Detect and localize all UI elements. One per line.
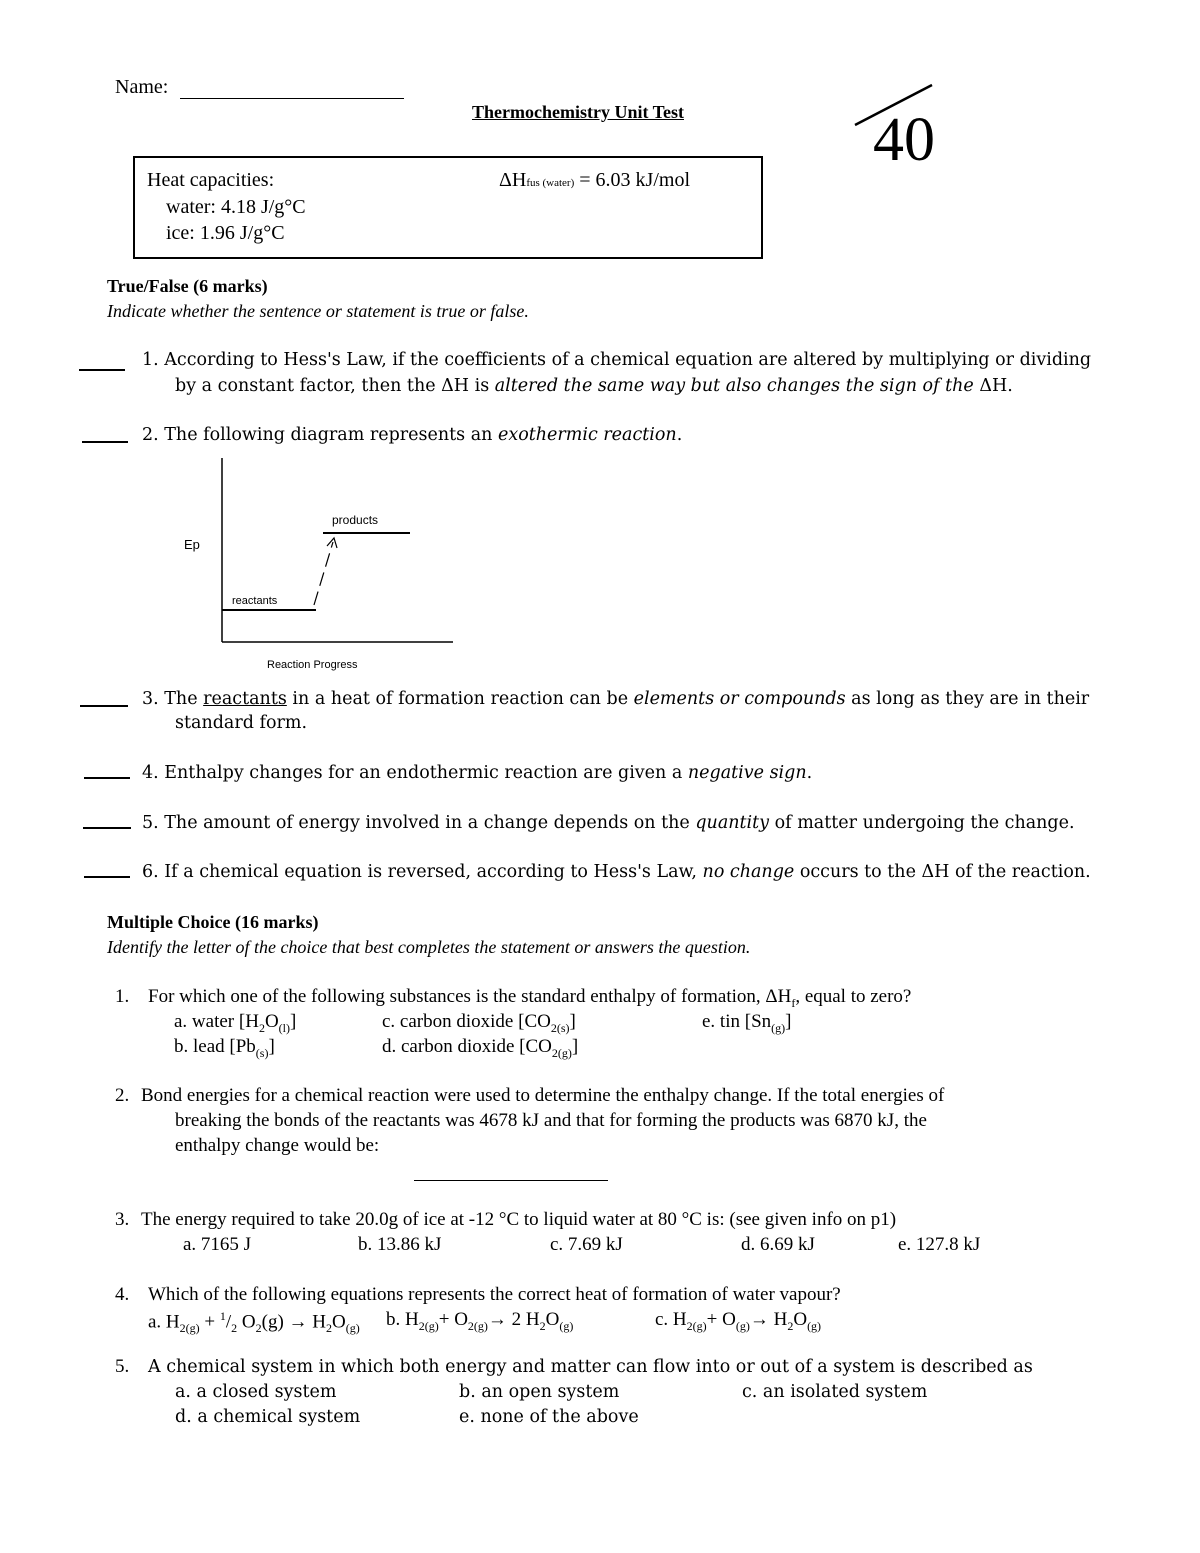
mc-q3-option-e[interactable]: e. 127.8 kJ [898,1234,981,1255]
tf-q3-line2: standard form. [175,713,308,733]
tf-q3-line1: 3. The reactants in a heat of formation reaction can be elements or compounds as long as they are in their [142,689,1090,709]
mc-q5-option-b[interactable]: b. an open system [459,1382,620,1402]
tf-q2: 2. The following diagram represents an exothermic reaction. [142,425,683,445]
mc-q1-num: 1. [115,986,130,1007]
mc-q4-num: 4. [115,1284,130,1305]
tf-heading: True/False (6 marks) [107,276,268,296]
mc-q1-option-c[interactable]: c. carbon dioxide $[CO_{2(s)}]$ [382,1011,576,1035]
mc-q1-option-e[interactable]: e. tin $[Sn_{(g)}]$ [702,1011,792,1035]
tf-answer-blank[interactable] [80,705,128,707]
mc-q3-option-a[interactable]: a. 7165 J [183,1234,252,1255]
mc-q2-line2: breaking the bonds of the reactants was 4678 kJ and that for forming the products was 6870 kJ, the [175,1110,927,1131]
diagram-reactants-label: reactants [232,595,278,607]
mc-q4-option-a[interactable]: a. $H_{2(g)} + ^1/_2$ $O_2(g) \to H_2O_{(g)}$ [148,1309,360,1336]
tf-q1-line2: by a constant factor, then the ΔH is altered the same way but also changes the sign of the ΔH. [175,376,1013,396]
mc-q1-option-d[interactable]: d. carbon dioxide $[CO_{2(g)}]$ [382,1036,579,1060]
energy-diagram [170,450,470,680]
mc-q3-num: 3. [115,1209,130,1230]
mc-q5-option-e[interactable]: e. none of the above [459,1407,639,1427]
tf-q1-line1: 1. According to Hess's Law, if the coefficients of a chemical equation are altered by multiplying or dividing [142,350,1092,370]
diagram-products-label: products [332,513,379,527]
mc-q4-option-b[interactable]: b. $H_{2(g)}+ O_{2(g)}\to 2$ $H_2O_{(g)}$ [386,1309,574,1333]
mc-q2-num: 2. [115,1085,130,1106]
mc-q2-answer-blank[interactable] [414,1180,608,1181]
mc-q5-num: 5. [115,1356,130,1377]
mc-q5-option-d[interactable]: d. a chemical system [175,1407,361,1427]
reaction-arrow [314,542,333,605]
mc-q1-option-b[interactable]: b. lead $[Pb_{(s)}]$ [174,1036,275,1060]
mc-q3-text: The energy required to take 20.0g of ice at -12 °C to liquid water at 80 °C is: (see given info on p1) [141,1209,897,1230]
mc-q3-option-d[interactable]: d. 6.69 kJ [741,1234,815,1255]
mc-q3-option-b[interactable]: b. 13.86 kJ [358,1234,442,1255]
name-field[interactable] [180,98,404,99]
mc-q5-text: A chemical system in which both energy and matter can flow into or out of a system is described as [148,1357,1033,1377]
tf-answer-blank[interactable] [82,441,128,443]
mc-q3-option-c[interactable]: c. 7.69 kJ [550,1234,623,1255]
ice-heat-capacity: ice: 1.96 J/g°C [166,222,285,244]
diagram-ylabel: Ep [184,537,200,552]
diagram-xlabel: Reaction Progress [267,659,358,671]
tf-q5: 5. The amount of energy involved in a change depends on the quantity of matter undergoing the change. [142,813,1075,833]
mc-q1-text: For which one of the following substances is the standard enthalpy of formation, $\Delta H_f$, equal to zero? [148,986,912,1010]
mc-q5-option-c[interactable]: c. an isolated system [742,1382,928,1402]
mc-q5-option-a[interactable]: a. a closed system [175,1382,337,1402]
mc-instructions: Identify the letter of the choice that best completes the statement or answers the question. [107,937,751,957]
mc-q4-text: Which of the following equations represents the correct heat of formation of water vapour? [148,1284,841,1305]
name-label: Name: [115,76,169,98]
mc-q1-option-a[interactable]: a. water $[H_2O_{(l)}]$ [174,1011,297,1035]
tf-q4: 4. Enthalpy changes for an endothermic reaction are given a negative sign. [142,763,813,783]
heat-capacities-label: Heat capacities: [147,169,275,191]
mc-q2-line1: Bond energies for a chemical reaction were used to determine the enthalpy change. If the total energies of [141,1085,945,1106]
mc-q4-option-c[interactable]: c. $H_{2(g)}+ O_{(g)}\to H_2O_{(g)}$ [655,1309,822,1333]
fusion-enthalpy: ΔHfus (water) = 6.03 kJ/mol [499,169,690,191]
tf-q6: 6. If a chemical equation is reversed, according to Hess's Law, no change occurs to the ΔH of the reaction. [142,862,1091,882]
page-title: Thermochemistry Unit Test [472,102,684,122]
tf-answer-blank[interactable] [84,777,130,779]
mc-heading: Multiple Choice (16 marks) [107,912,319,932]
total-marks: 40 [873,106,935,174]
tf-answer-blank[interactable] [79,369,125,371]
tf-answer-blank[interactable] [83,827,131,829]
tf-instructions: Indicate whether the sentence or statement is true or false. [107,301,529,321]
mc-q2-line3: enthalpy change would be: [175,1135,380,1156]
water-heat-capacity: water: 4.18 J/g°C [166,196,306,218]
tf-answer-blank[interactable] [84,876,130,878]
